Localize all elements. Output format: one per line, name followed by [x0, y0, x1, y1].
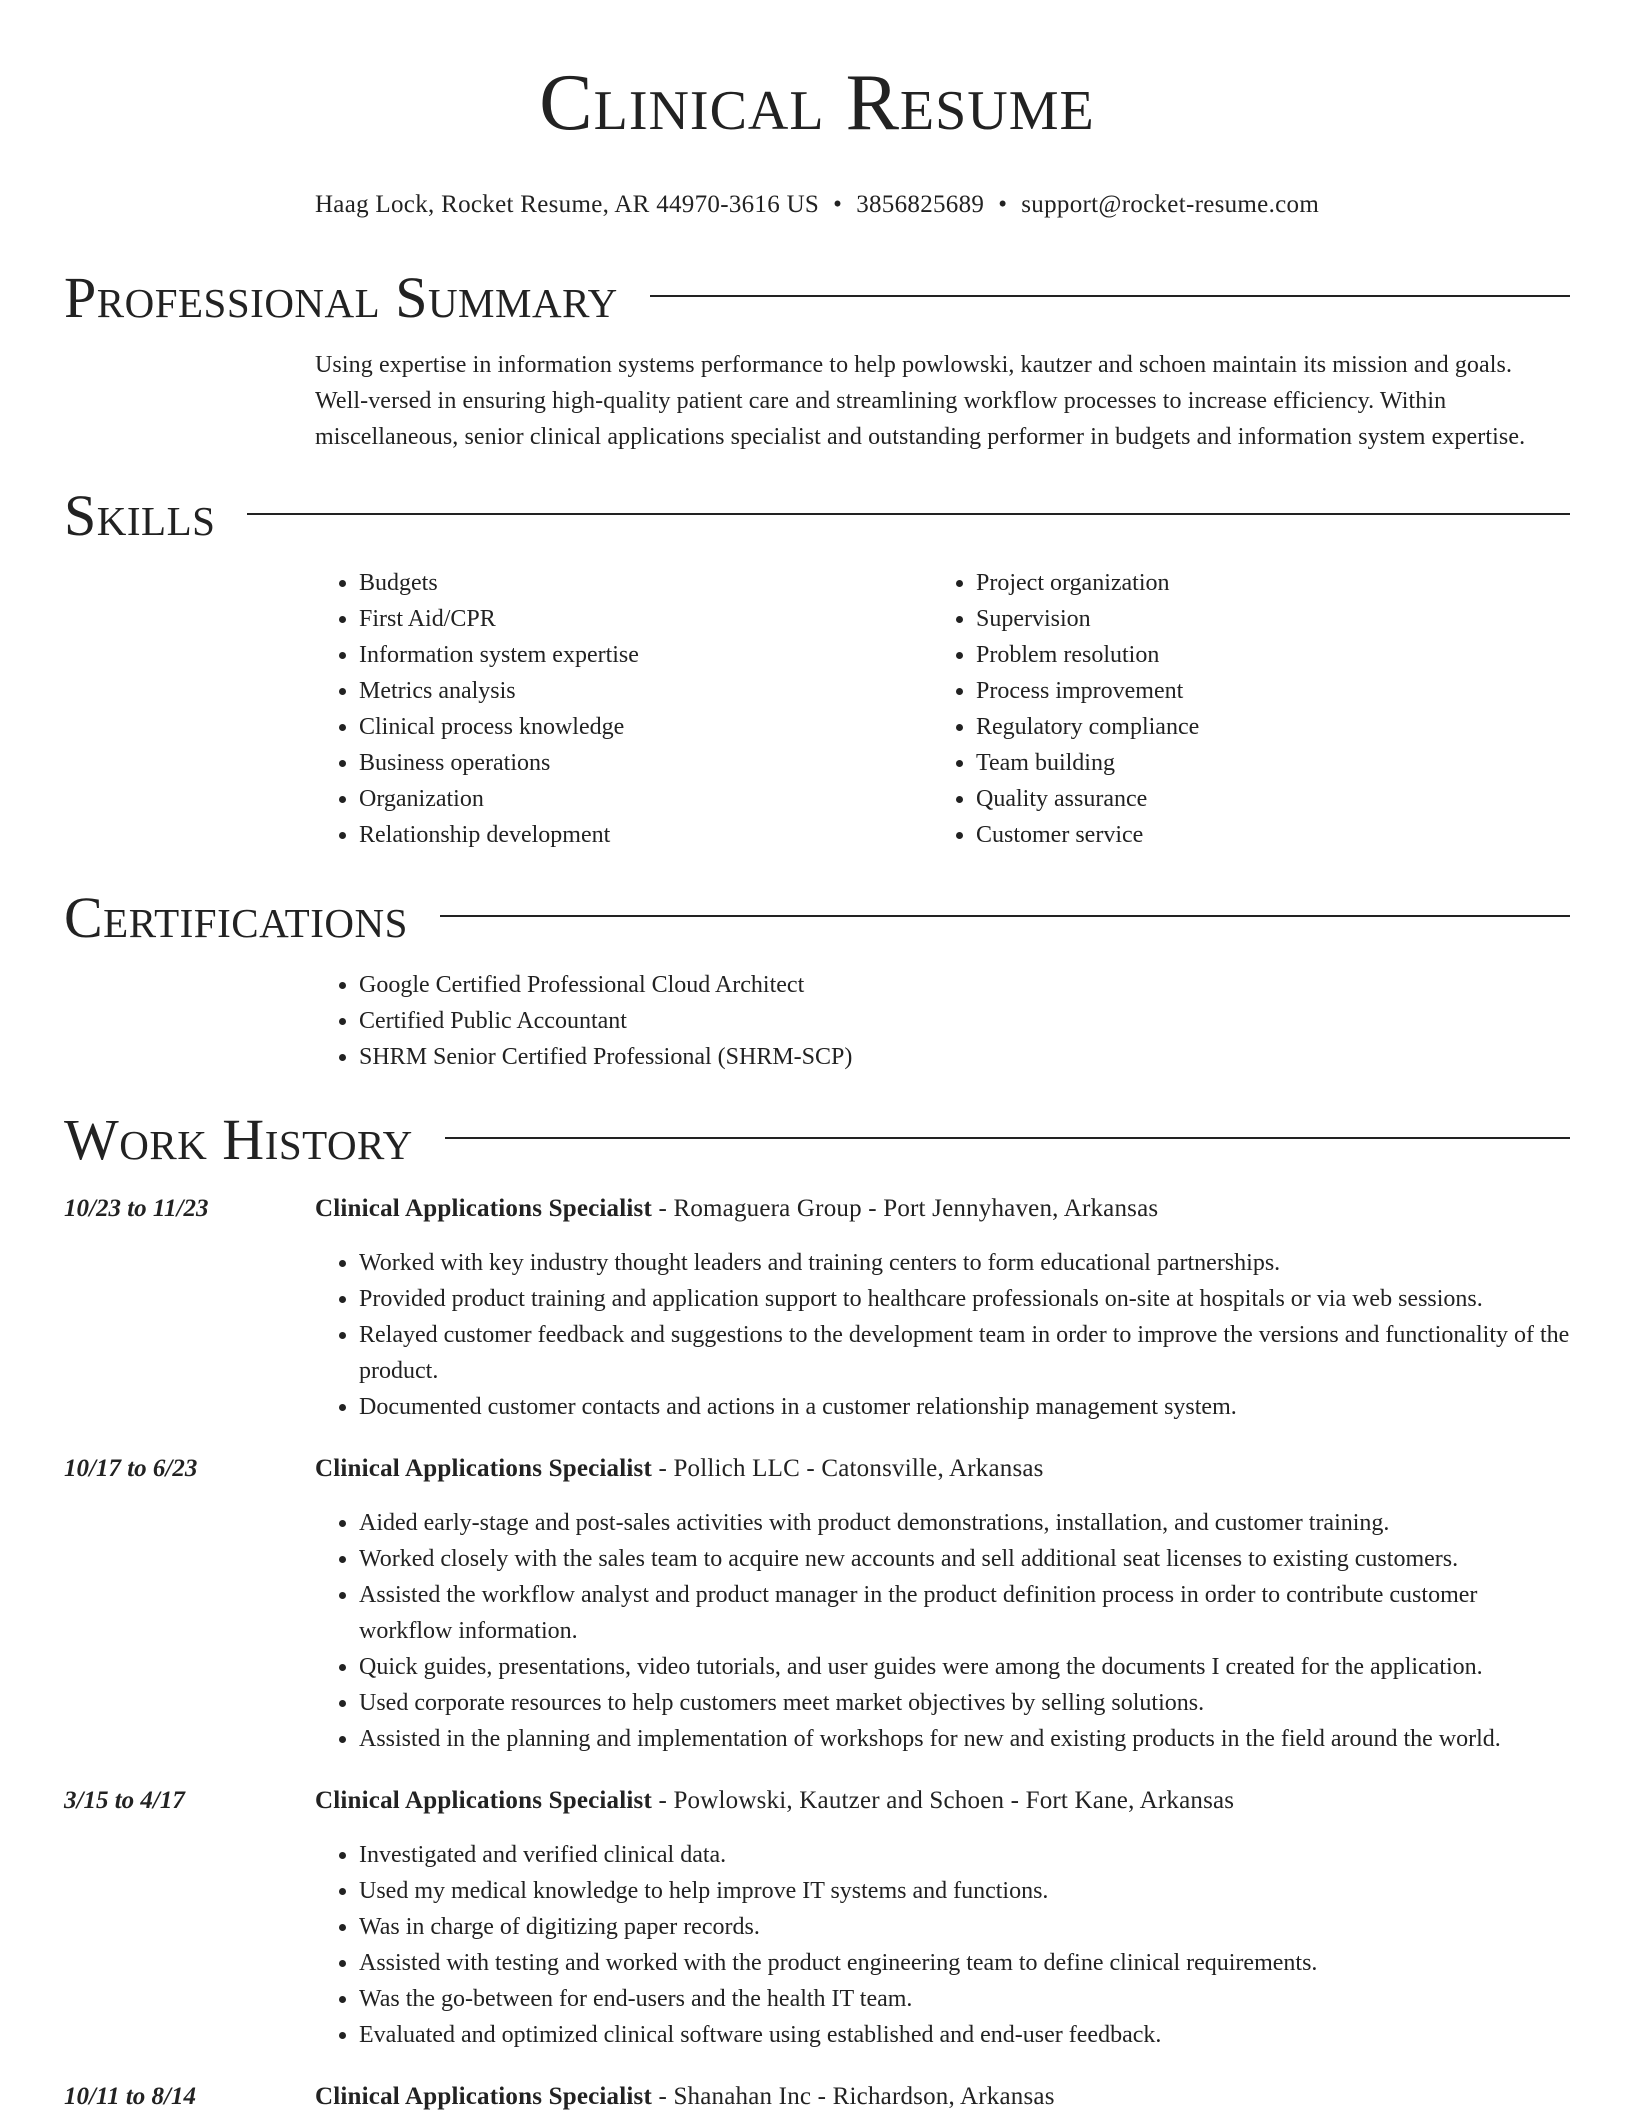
skill-item: • Information system expertise [359, 637, 932, 673]
job-employer: - Powlowski, Kautzer and Schoen - Fort Kane, Arkansas [652, 1787, 1235, 1814]
skill-item: • Relationship development [359, 817, 932, 853]
job-body [315, 1783, 1570, 2053]
job-duty: • Investigated and verified clinical data. [359, 1837, 1570, 1873]
job-role: Clinical Applications Specialist [315, 1195, 653, 1222]
skill-item: • Team building [976, 745, 1549, 781]
job-duty: • Evaluated and optimized clinical software using established and end-user feedback. [359, 2017, 1570, 2053]
skill-item: • Budgets [359, 565, 932, 601]
job-duties [315, 1505, 1570, 1757]
job-duty: • Used corporate resources to help customers meet market objectives by selling solutions. [359, 1685, 1570, 1721]
job-role: Clinical Applications Specialist [315, 1787, 653, 1814]
summary-section-header [64, 263, 1570, 333]
job-duty: • Was in charge of digitizing paper records. [359, 1909, 1570, 1945]
job-duties [315, 1837, 1570, 2053]
skill-item: • Organization [359, 781, 932, 817]
certifications-bullets [315, 967, 1570, 1075]
job-employer: - Romaguera Group - Port Jennyhaven, Arkansas [652, 1195, 1159, 1222]
skill-item: • Project organization [976, 565, 1549, 601]
certification-item: • Certified Public Accountant [359, 1003, 1570, 1039]
job-employer: - Pollich LLC - Catonsville, Arkansas [652, 1455, 1044, 1482]
skill-item: • Metrics analysis [359, 673, 932, 709]
job-role: Clinical Applications Specialist [315, 2083, 653, 2110]
job-title-line [315, 2079, 1570, 2115]
skill-item: • Supervision [976, 601, 1549, 637]
skill-item: • Problem resolution [976, 637, 1549, 673]
contact-address: Haag Lock, Rocket Resume, AR 44970-3616 US [314, 191, 820, 218]
skills-section-header [64, 481, 1570, 551]
job-duties [315, 1245, 1570, 1425]
skill-item: • First Aid/CPR [359, 601, 932, 637]
job-dates: 3/15 to 4/17 [64, 1787, 185, 1814]
job-employer: - Shanahan Inc - Richardson, Arkansas [652, 2083, 1055, 2110]
job-duty: • Relayed customer feedback and suggestions to the development team in order to improve the versions and functionality of the product. [359, 1317, 1570, 1389]
contact-phone: 3856825689 [856, 191, 985, 218]
contact-separator: • [998, 191, 1008, 218]
job-duty: • Quick guides, presentations, video tutorials, and user guides were among the documents I created for the application. [359, 1649, 1570, 1685]
certification-item: • SHRM Senior Certified Professional (SHRM-SCP) [359, 1039, 1570, 1075]
job-entry [64, 1191, 1570, 1425]
job-title-line [315, 1191, 1570, 1227]
job-duty: • Used my medical knowledge to help improve IT systems and functions. [359, 1873, 1570, 1909]
skills-list-right [932, 565, 1549, 853]
certifications-list [315, 967, 1570, 1075]
job-duty: • Worked closely with the sales team to acquire new accounts and sell additional seat licenses to existing customers. [359, 1541, 1570, 1577]
contact-separator: • [833, 191, 843, 218]
job-duty: • Aided early-stage and post-sales activities with product demonstrations, installation, and customer training. [359, 1505, 1570, 1541]
job-duty: • Was the go-between for end-users and the health IT team. [359, 1981, 1570, 2017]
job-duty: • Assisted the workflow analyst and product manager in the product definition process in order to contribute customer workflow information. [359, 1577, 1570, 1649]
skills-list-left [315, 565, 932, 853]
job-dates: 10/17 to 6/23 [64, 1455, 198, 1482]
certifications-section-header [64, 883, 1570, 953]
contact-line [64, 190, 1570, 220]
job-duty: • Documented customer contacts and actions in a customer relationship management system. [359, 1389, 1570, 1425]
section-divider [445, 1137, 1570, 1139]
work-history-heading: Work History [64, 1107, 413, 1172]
skill-item: • Quality assurance [976, 781, 1549, 817]
job-duty: • Worked with key industry thought leaders and training centers to form educational partnerships. [359, 1245, 1570, 1281]
certifications-heading: Certifications [64, 885, 408, 950]
skill-item: • Clinical process knowledge [359, 709, 932, 745]
job-duty: • Assisted in the planning and implementation of workshops for new and existing products in the field around the world. [359, 1721, 1570, 1757]
skills-heading: Skills [64, 483, 216, 548]
summary-text: Using expertise in information systems performance to help powlowski, kautzer and schoen maintain its mission and goals. Well-versed in ensuring high-quality patient care and streamlining workflow processes to increase efficiency. Within miscellaneous, senior clinical applications specialist and outstanding performer in budgets and information system expertise. [315, 352, 1526, 450]
summary-heading: Professional Summary [64, 265, 618, 330]
section-divider [440, 915, 1570, 917]
job-body [315, 1451, 1570, 1757]
job-dates: 10/11 to 8/14 [64, 2083, 196, 2110]
job-title-line [315, 1783, 1570, 1819]
job-entry [64, 1451, 1570, 1757]
job-dates: 10/23 to 11/23 [64, 1195, 209, 1222]
job-body [315, 2079, 1570, 2115]
section-divider [247, 513, 1570, 515]
section-divider [650, 295, 1570, 297]
skill-item: • Process improvement [976, 673, 1549, 709]
skills-grid [315, 565, 1570, 853]
job-duty: • Assisted with testing and worked with the product engineering team to define clinical requirements. [359, 1945, 1570, 1981]
job-body [315, 1191, 1570, 1425]
skill-item: • Business operations [359, 745, 932, 781]
job-entry [64, 2079, 1570, 2115]
resume-title: Clinical Resume [539, 59, 1095, 147]
skill-item: • Regulatory compliance [976, 709, 1549, 745]
contact-email: support@rocket-resume.com [1021, 191, 1320, 218]
job-role: Clinical Applications Specialist [315, 1455, 653, 1482]
job-title-line [315, 1451, 1570, 1487]
certification-item: • Google Certified Professional Cloud Architect [359, 967, 1570, 1003]
skill-item: • Customer service [976, 817, 1549, 853]
work-history-section-header [64, 1105, 1570, 1175]
job-duty: • Provided product training and application support to healthcare professionals on-site at hospitals or via web sessions. [359, 1281, 1570, 1317]
job-entry [64, 1783, 1570, 2053]
